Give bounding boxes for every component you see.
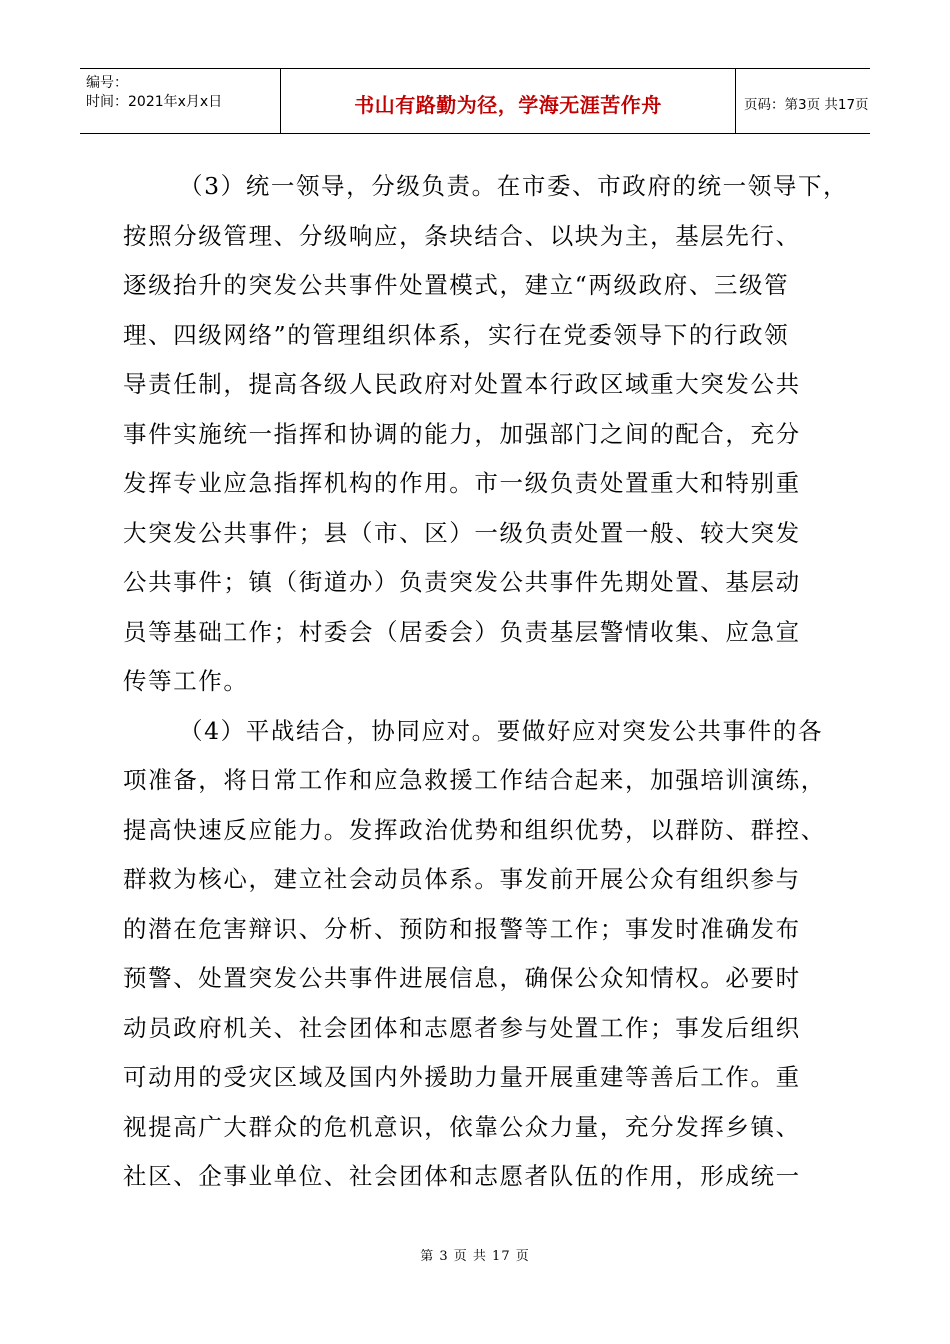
body-line: （3）统一领导，分级负责。在市委、市政府的统一领导下， [179, 172, 849, 200]
document-time-label: 时间：2021年x月x日 [86, 94, 223, 110]
header-page-cell [736, 69, 870, 133]
body-line: 动员政府机关、社会团体和志愿者参与处置工作；事发后组织 [123, 1013, 801, 1042]
body-line: 大突发公共事件；县（市、区）一级负责处置一般、较大突发 [123, 518, 801, 547]
body-line: 理、四级网络”的管理组织体系，实行在党委领导下的行政领 [123, 320, 790, 349]
body-line: （4）平战结合，协同应对。要做好应对突发公共事件的各 [179, 716, 824, 745]
body-line: 事件实施统一指挥和协调的能力，加强部门之间的配合，充分 [123, 419, 801, 448]
body-line: 预警、处置突发公共事件进展信息，确保公众知情权。必要时 [123, 964, 801, 992]
body-line: 逐级抬升的突发公共事件处置模式，建立“两级政府、三级管 [123, 271, 790, 299]
body-line: 导责任制，提高各级人民政府对处置本行政区域重大突发公共 [123, 370, 801, 398]
page-header [80, 68, 870, 134]
header-page-info: 页码：第3页 共17页 [744, 97, 869, 113]
body-line: 按照分级管理、分级响应，条块结合、以块为主，基层先行、 [123, 221, 801, 250]
header-info-cell [80, 69, 281, 133]
body-line: 群救为核心，建立社会动员体系。事发前开展公众有组织参与 [123, 865, 801, 893]
page-footer: 第 3 页 共 17 页 [420, 1249, 530, 1264]
document-number-label: 编号： [86, 75, 128, 91]
body-line: 视提高广大群众的危机意识，依靠公众力量，充分发挥乡镇、 [123, 1112, 801, 1141]
body-line: 的潜在危害辩识、分析、预防和报警等工作；事发时准确发布 [123, 914, 801, 943]
body-line: 传等工作。 [123, 667, 249, 695]
body-line: 公共事件；镇（街道办）负责突发公共事件先期处置、基层动 [123, 568, 801, 596]
body-line: 提高快速反应能力。发挥政治优势和组织优势，以群防、群控、 [123, 815, 826, 844]
body-line: 发挥专业应急指挥机构的作用。市一级负责处置重大和特别重 [123, 469, 801, 497]
header-motto: 书山有路勤为径，学海无涯苦作舟 [354, 93, 662, 117]
body-line: 可动用的受灾区域及国内外援助力量开展重建等善后工作。重 [123, 1063, 801, 1091]
header-motto-cell [281, 69, 736, 133]
body-line: 员等基础工作；村委会（居委会）负责基层警情收集、应急宣 [123, 617, 801, 646]
body-line: 项准备，将日常工作和应急救援工作结合起来，加强培训演练， [123, 766, 826, 794]
body-line: 社区、企事业单位、社会团体和志愿者队伍的作用，形成统一 [123, 1162, 801, 1190]
document-body [123, 162, 849, 1202]
